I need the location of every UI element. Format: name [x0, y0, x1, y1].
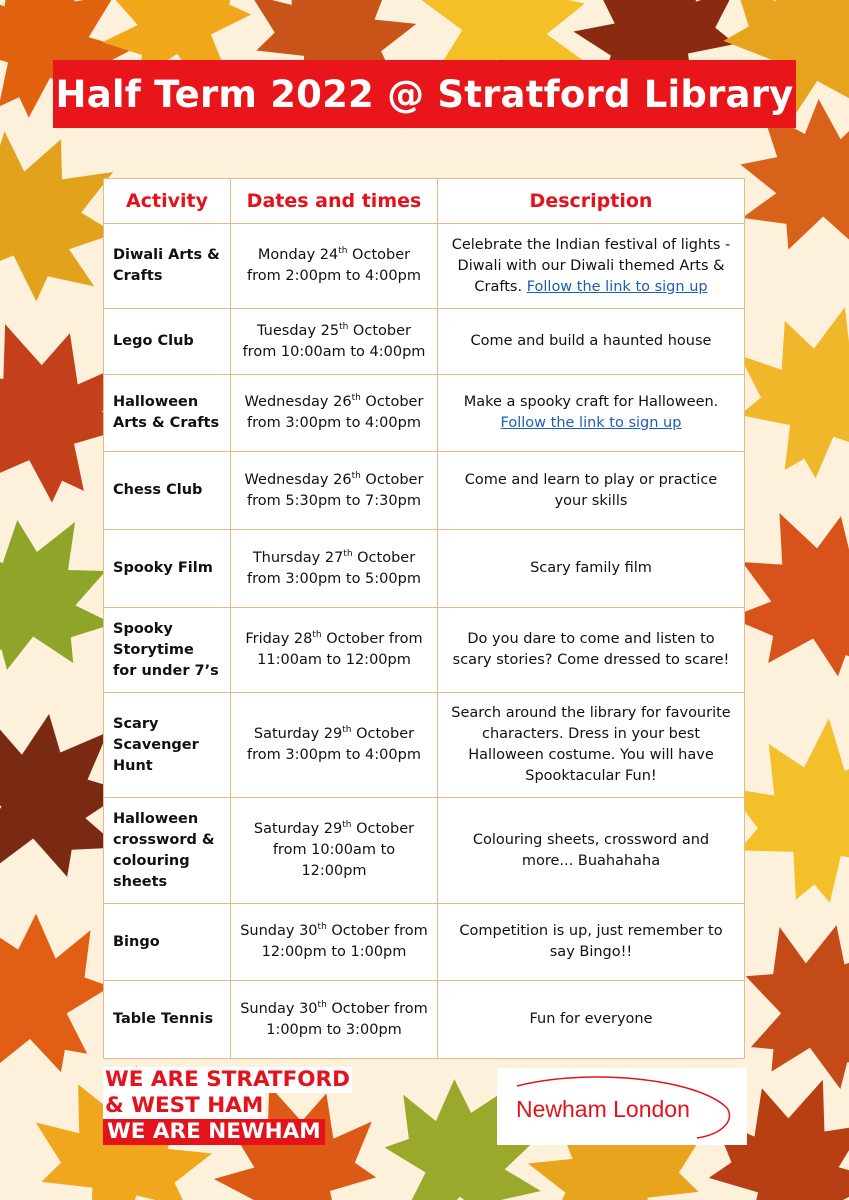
- date-rest: October from 5:30pm to 7:30pm: [247, 471, 424, 509]
- table-row: [104, 693, 745, 798]
- logo-line-3: WE ARE NEWHAM: [103, 1119, 325, 1145]
- date-rest: October from 10:00am to 4:00pm: [242, 322, 426, 360]
- date-rest: October from 11:00am to 12:00pm: [257, 631, 423, 668]
- activity-cell: Table Tennis: [104, 981, 231, 1059]
- description-cell: [438, 981, 745, 1059]
- table-row: [104, 798, 745, 904]
- description-text: Colouring sheets, crossword and more... Buahahaha: [472, 831, 710, 869]
- date-time-cell: [231, 530, 438, 608]
- we-are-stratford-logo: [103, 1067, 352, 1146]
- date-rest: October from 2:00pm to 4:00pm: [247, 247, 421, 284]
- date-day: Thursday 27: [252, 549, 344, 566]
- description-cell: [438, 798, 745, 904]
- description-cell: [438, 608, 745, 693]
- schedule-panel: [103, 178, 745, 1059]
- description-text: Celebrate the Indian festival of lights - Diwali with our Diwali themed Arts & Crafts.: [451, 236, 731, 295]
- date-rest: October from 1:00pm to 3:00pm: [266, 1000, 428, 1038]
- date-rest: October from 3:00pm to 4:00pm: [247, 726, 421, 763]
- page-title-banner: [53, 60, 796, 128]
- date-day: Sunday 30: [240, 923, 318, 939]
- activity-cell: Scary Scavenger Hunt: [104, 693, 231, 798]
- logo-line-2: & WEST HAM: [105, 1093, 264, 1118]
- table-header-row: [104, 179, 745, 224]
- table-row: [104, 981, 745, 1059]
- date-time-cell: [231, 452, 438, 530]
- date-time-cell: [231, 608, 438, 693]
- date-time-cell: [231, 981, 438, 1059]
- description-cell: [438, 530, 745, 608]
- activity-cell: Spooky Film: [104, 530, 231, 608]
- table-row: [104, 375, 745, 452]
- date-time-cell: [231, 375, 438, 452]
- description-text: Search around the library for favourite characters. Dress in your best Halloween costume. You will have Spooktacular Fun!: [451, 705, 731, 784]
- date-time-cell: [231, 798, 438, 904]
- description-cell: [438, 375, 745, 452]
- description-text: Come and build a haunted house: [470, 333, 712, 349]
- date-rest: October from 12:00pm to 1:00pm: [261, 923, 428, 960]
- date-suffix: th: [342, 725, 352, 735]
- table-row: [104, 608, 745, 693]
- logo-line-1: WE ARE STRATFORD: [105, 1067, 350, 1092]
- date-day: Monday 24: [257, 247, 339, 263]
- date-day: Tuesday 25: [257, 322, 340, 339]
- activity-cell: Halloween crossword & colouring sheets: [104, 798, 231, 904]
- table-row: [104, 904, 745, 981]
- description-cell: [438, 452, 745, 530]
- date-time-cell: [231, 224, 438, 309]
- date-day: Saturday 29: [253, 821, 343, 837]
- description-cell: [438, 693, 745, 798]
- schedule-table: [103, 178, 745, 1059]
- table-row: [104, 309, 745, 375]
- description-text: Make a spooky craft for Halloween.: [463, 394, 719, 410]
- date-day: Wednesday 26: [244, 394, 352, 410]
- activity-cell: Lego Club: [104, 309, 231, 375]
- date-suffix: th: [317, 922, 327, 932]
- date-time-cell: [231, 904, 438, 981]
- description-text: Competition is up, just remember to say Bingo!!: [459, 923, 723, 960]
- newham-london-logo: [497, 1068, 747, 1145]
- date-rest: October from 3:00pm to 5:00pm: [247, 549, 421, 587]
- date-suffix: th: [339, 321, 349, 332]
- sign-up-link[interactable]: Follow the link to sign up: [526, 278, 708, 295]
- table-row: [104, 452, 745, 530]
- description-cell: [438, 309, 745, 375]
- activity-cell: Spooky Storytime for under 7’s: [104, 608, 231, 693]
- date-suffix: th: [317, 999, 327, 1010]
- date-day: Saturday 29: [253, 726, 343, 742]
- table-row: [104, 530, 745, 608]
- header-dates: Dates and times: [231, 179, 438, 224]
- description-text: Do you dare to come and listen to scary stories? Come dressed to scare!: [452, 631, 730, 668]
- date-rest: October from 3:00pm to 4:00pm: [247, 394, 424, 431]
- activity-cell: Halloween Arts & Crafts: [104, 375, 231, 452]
- activity-cell: Chess Club: [104, 452, 231, 530]
- date-day: Sunday 30: [240, 1000, 318, 1017]
- date-suffix: th: [343, 548, 353, 559]
- description-text: Come and learn to play or practice your skills: [464, 471, 718, 509]
- header-description: Description: [438, 179, 745, 224]
- sign-up-link[interactable]: Follow the link to sign up: [500, 415, 682, 431]
- date-suffix: th: [351, 470, 361, 481]
- description-cell: [438, 224, 745, 309]
- date-suffix: th: [351, 393, 361, 403]
- table-row: [104, 224, 745, 309]
- activity-cell: Diwali Arts & Crafts: [104, 224, 231, 309]
- page-title: Half Term 2022 @ Stratford Library: [55, 72, 794, 116]
- header-activity: Activity: [104, 179, 231, 224]
- date-suffix: th: [342, 820, 352, 830]
- activity-cell: Bingo: [104, 904, 231, 981]
- date-suffix: th: [338, 246, 348, 256]
- date-time-cell: [231, 693, 438, 798]
- date-rest: October from 10:00am to 12:00pm: [272, 821, 415, 879]
- description-text: Fun for everyone: [529, 1011, 653, 1027]
- description-text: Scary family film: [530, 560, 652, 576]
- date-suffix: th: [312, 630, 322, 640]
- date-day: Friday 28: [245, 631, 313, 647]
- date-day: Wednesday 26: [244, 471, 352, 488]
- description-cell: [438, 904, 745, 981]
- date-time-cell: [231, 309, 438, 375]
- newham-london-text: Newham London: [516, 1096, 690, 1122]
